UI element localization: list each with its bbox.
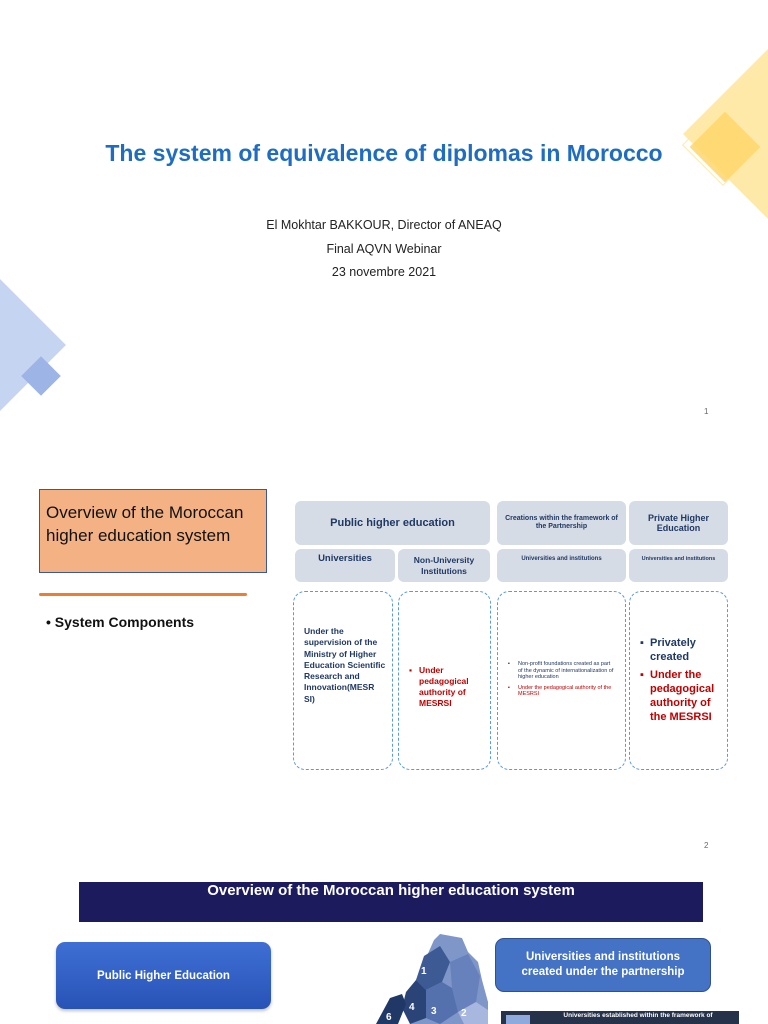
slide-title: The system of equivalence of diplomas in Morocco [105,140,663,166]
header-public: Public higher education [295,501,490,545]
bullet-system-components [46,614,194,630]
overview-map-slide [0,860,768,1024]
map-label-3: 3 [431,1006,437,1017]
slide-title: Overview of the Moroccan higher education system [207,882,575,899]
title-slide [0,0,768,430]
decor-diamond-large-blue [0,270,66,420]
partnership-institutions-label: Universities and institutions created under the partnership [521,951,685,978]
private-universities-bar [501,1011,739,1024]
map-label-1: 1 [421,966,427,977]
heading-underline [39,593,247,596]
partnership-item-foundations: ▪ Non-profit foundations created as part of the dynamic of internationalization of higher education [508,661,616,681]
partnership-list [508,661,616,698]
slide-title-bar [79,882,703,922]
private-universities-swatch [506,1015,530,1024]
non-university-list [409,665,485,709]
bullet-dot: • [46,614,55,630]
partnership-item-authority: ▪ Under the pedagogical authority of the MESRSI [508,685,616,698]
public-higher-education-label: Public Higher Education [97,969,230,982]
map-label-4: 4 [409,1002,415,1013]
page-number: 1 [704,407,709,416]
bullet-label: System Components [54,614,195,630]
non-university-item: ▪ Under pedagogical authority of MESRSI [409,665,485,709]
subheader-universities: Universities [295,549,395,582]
date-line: 23 novembre 2021 [331,265,437,279]
private-list [640,636,724,724]
page-number: 2 [704,841,709,850]
subheader-non-university: Non-University Institutions [398,549,490,582]
event-line: Final AQVN Webinar [326,242,442,256]
slide-heading: Overview of the Moroccan higher education system [46,503,244,545]
header-partnership: Creations within the framework of the Partnership [497,501,626,545]
map-label-2: 2 [461,1008,467,1019]
slide-heading-box [39,489,267,573]
subheader-partnership-institutions: Universities and institutions [497,549,626,582]
author-line: El Mokhtar BAKKOUR, Director of ANEAQ [266,218,502,232]
map-label-6: 6 [386,1012,392,1023]
public-higher-education-button[interactable] [56,942,271,1009]
private-universities-label: Universities established within the framework of [563,1012,713,1019]
private-item-authority: ▪ Under the pedagogical authority of the MESRSI [640,668,724,724]
partnership-institutions-button[interactable] [495,938,711,992]
components-slide [0,430,768,860]
universities-text: Under the supervision of the Ministry of Higher Education Scientific Research and Innovation(MESR SI) [304,626,386,704]
morocco-regions-map [370,932,490,1024]
subheader-private-institutions: Universities and institutions [629,549,728,582]
private-item-created: ▪ Privately created [640,636,724,664]
header-private: Private Higher Education [629,501,728,545]
